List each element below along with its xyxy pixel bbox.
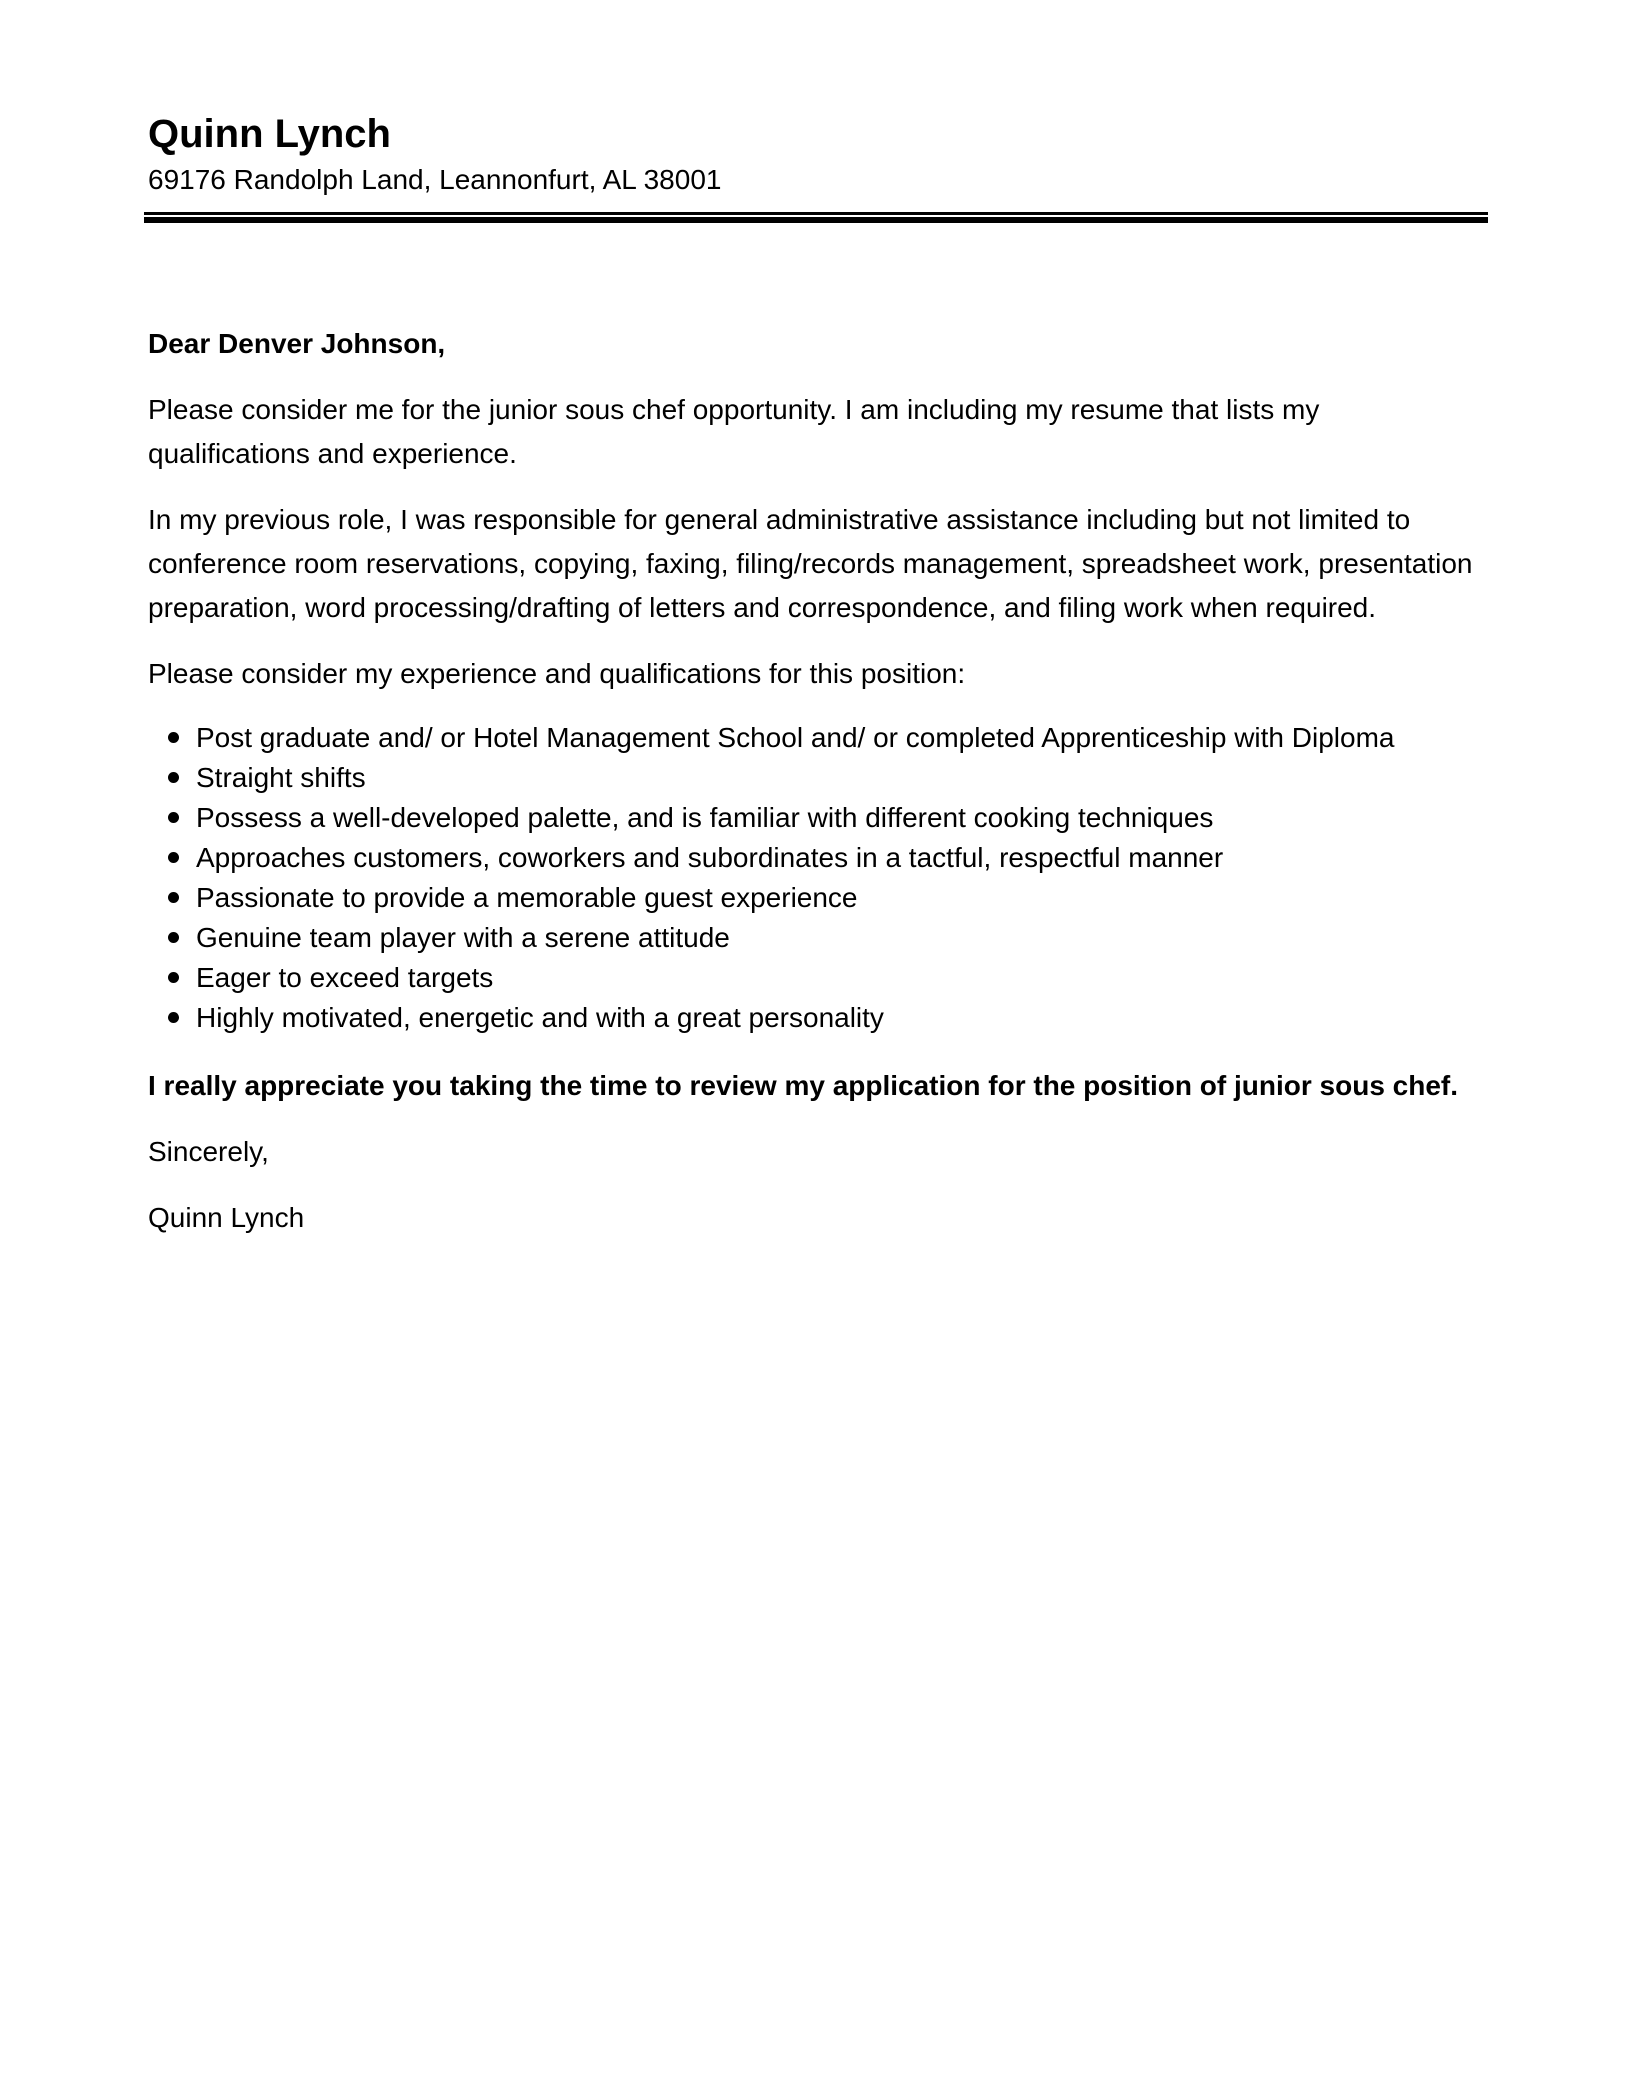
experience-paragraph: In my previous role, I was responsible for general administrative assistance including but not limited to conference room reservations, copying, faxing, filing/records management, spreadsheet work, presentation preparation, word processing/drafting of letters and correspondence, and filing work when required. (148, 504, 1473, 623)
sender-address: 69176 Randolph Land, Leannonfurt, AL 38001 (148, 164, 722, 195)
header-divider-thin-line (144, 212, 1488, 215)
list-item-text: Post graduate and/ or Hotel Management School and/ or completed Apprenticeship with Diploma (196, 722, 1395, 753)
list-item (148, 758, 1488, 798)
list-item-text: Approaches customers, coworkers and subordinates in a tactful, respectful manner (196, 842, 1224, 873)
bullet-icon (168, 852, 179, 863)
list-item-text: Eager to exceed targets (196, 962, 494, 993)
bullet-icon (168, 772, 179, 783)
list-item-text: Possess a well-developed palette, and is familiar with different cooking techniques (196, 802, 1214, 833)
list-item-text: Highly motivated, energetic and with a great personality (196, 1002, 884, 1033)
closing-paragraph: I really appreciate you taking the time to review my application for the position of junior sous chef. (148, 1070, 1459, 1101)
list-item (148, 918, 1488, 958)
list-item-text: Genuine team player with a serene attitude (196, 922, 730, 953)
intro-paragraph: Please consider me for the junior sous chef opportunity. I am including my resume that lists my qualifications and experience. (148, 394, 1320, 469)
bullet-icon (168, 812, 179, 823)
qualifications-intro: Please consider my experience and qualifications for this position: (148, 658, 966, 689)
qualifications-list (148, 718, 1488, 1038)
list-item (148, 878, 1488, 918)
signature: Quinn Lynch (148, 1202, 305, 1233)
salutation: Dear Denver Johnson, (148, 328, 446, 359)
bullet-icon (168, 732, 179, 743)
header-divider (144, 212, 1488, 224)
list-item (148, 798, 1488, 838)
letter-header (148, 108, 1488, 200)
list-item (148, 718, 1488, 758)
letter-body (148, 322, 1488, 1262)
header-divider-thick-line (144, 217, 1488, 223)
list-item (148, 838, 1488, 878)
bullet-icon (168, 892, 179, 903)
list-item (148, 998, 1488, 1038)
bullet-icon (168, 972, 179, 983)
signoff: Sincerely, (148, 1136, 269, 1167)
list-item-text: Passionate to provide a memorable guest experience (196, 882, 858, 913)
sender-name: Quinn Lynch (148, 112, 391, 156)
bullet-icon (168, 932, 179, 943)
list-item (148, 958, 1488, 998)
list-item-text: Straight shifts (196, 762, 366, 793)
bullet-icon (168, 1012, 179, 1023)
